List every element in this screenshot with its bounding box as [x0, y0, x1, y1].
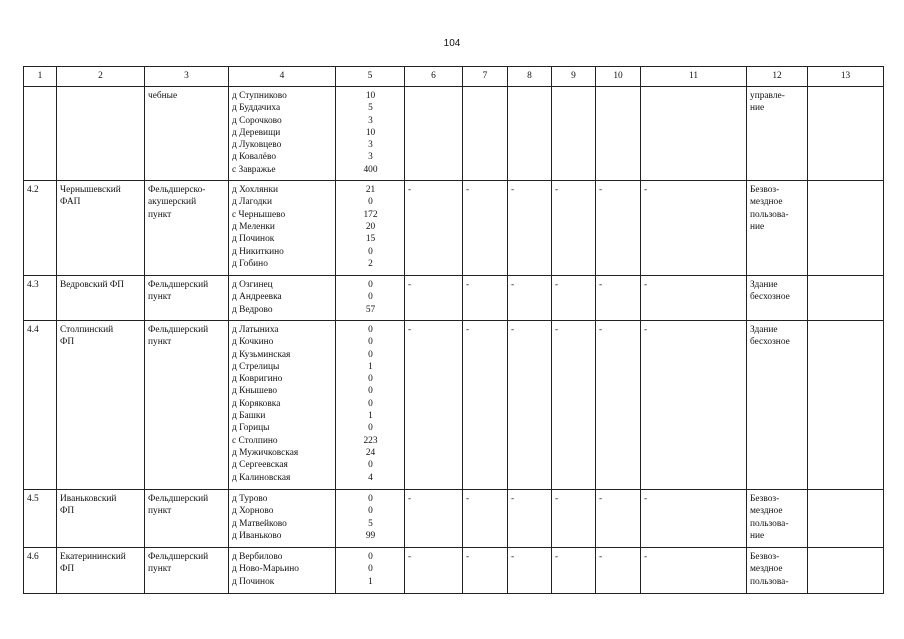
property-status-line: мездное — [750, 564, 783, 575]
col-9-cell: - — [552, 276, 596, 321]
facility-type-line: пункт — [148, 209, 172, 220]
column-header: 3 — [145, 67, 229, 87]
village-list-line: д Башки — [232, 411, 266, 422]
property-status — [747, 547, 808, 593]
property-status-line: Безвоз- — [750, 551, 780, 562]
table-body — [24, 87, 884, 594]
facility-type-line: чебные — [148, 91, 178, 101]
row-number: 4.6 — [24, 547, 57, 593]
village-list-line: д Сергеевская — [232, 460, 288, 471]
population-list-line: 0 — [368, 374, 373, 385]
population-list-line: 21 — [365, 185, 376, 196]
facility-name-line: Екатерининский — [60, 551, 126, 562]
column-header: 4 — [229, 67, 336, 87]
facility-type-line: пункт — [148, 292, 172, 303]
col-8-cell: - — [508, 181, 552, 276]
population-list-line: 0 — [368, 506, 373, 517]
col-6-cell: - — [405, 320, 463, 489]
col-8-cell — [508, 87, 552, 181]
village-list-line: д Хохлянки — [232, 185, 279, 196]
village-list — [229, 276, 336, 321]
village-list-line: с Завражье — [232, 164, 276, 175]
population-list-line: 24 — [365, 447, 376, 458]
village-list — [229, 547, 336, 593]
village-list-line: д Ковалёво — [232, 152, 277, 163]
population-list-line: 0 — [368, 324, 373, 335]
village-list-line: д Луковцево — [232, 140, 282, 151]
row-number: 4.5 — [24, 489, 57, 547]
village-list-line: д Лагодки — [232, 197, 273, 208]
col-9-cell: - — [552, 181, 596, 276]
village-list-line: с Столпино — [232, 435, 278, 446]
column-header: 2 — [57, 67, 145, 87]
population-list-line: 3 — [368, 115, 373, 126]
col-10-cell: - — [596, 547, 641, 593]
facility-name — [57, 181, 145, 276]
population-list-line: 172 — [363, 209, 378, 220]
page-number: 104 — [443, 38, 461, 49]
facility-name — [57, 547, 145, 593]
facility-type-line: Фельдшерский — [148, 493, 209, 504]
property-status — [747, 320, 808, 489]
facility-type — [145, 87, 229, 181]
facility-type-line: акушерский — [148, 197, 197, 208]
facility-name-line: Иваньковский — [60, 493, 117, 504]
village-list-line: д Горицы — [232, 423, 270, 434]
table-row — [24, 276, 884, 321]
table-row — [24, 320, 884, 489]
village-list-line: д Коряковка — [232, 398, 281, 409]
village-list-line: д Андреевка — [232, 292, 282, 303]
table-row — [24, 87, 884, 181]
facility-type — [145, 489, 229, 547]
population-list-line: 0 — [368, 197, 373, 208]
column-header: 6 — [405, 67, 463, 87]
village-list-line: д Мужичковская — [232, 447, 299, 458]
population-list — [336, 320, 405, 489]
village-list-line: д Меленки — [232, 221, 275, 232]
population-list — [336, 87, 405, 181]
property-status — [747, 181, 808, 276]
property-status-line: Здание — [750, 324, 778, 335]
row-number — [24, 87, 57, 181]
population-list-line: 3 — [368, 140, 373, 151]
col-6-cell — [405, 87, 463, 181]
population-list — [336, 547, 405, 593]
col-10-cell: - — [596, 181, 641, 276]
property-status-line: бесхозное — [750, 337, 790, 348]
col-10-cell — [596, 87, 641, 181]
village-list — [229, 181, 336, 276]
village-list-line: д Кочкино — [232, 337, 274, 348]
column-header: 8 — [508, 67, 552, 87]
population-list-line: 0 — [368, 386, 373, 397]
column-header: 13 — [808, 67, 884, 87]
col-7-cell: - — [463, 276, 508, 321]
col-9-cell — [552, 87, 596, 181]
table-row — [24, 181, 884, 276]
column-header: 1 — [24, 67, 57, 87]
population-list-line: 20 — [365, 221, 376, 232]
property-status-line: ние — [750, 530, 765, 541]
village-list-line: д Деревищи — [232, 127, 281, 138]
property-status — [747, 276, 808, 321]
col-7-cell: - — [463, 489, 508, 547]
population-list-line: 3 — [368, 152, 373, 163]
village-list-line: д Озгинец — [232, 280, 273, 291]
col-13-cell — [808, 489, 884, 547]
col-8-cell: - — [508, 489, 552, 547]
col-6-cell: - — [405, 547, 463, 593]
col-10-cell: - — [596, 489, 641, 547]
population-list-line: 0 — [368, 564, 373, 575]
table-row — [24, 547, 884, 593]
village-list-line: д Никиткино — [232, 246, 284, 257]
col-13-cell — [808, 276, 884, 321]
population-list-line: 5 — [368, 103, 373, 114]
population-list-line: 1 — [368, 411, 373, 422]
col-13-cell — [808, 87, 884, 181]
property-status-line: управле- — [750, 91, 785, 101]
village-list — [229, 320, 336, 489]
column-header: 5 — [336, 67, 405, 87]
village-list-line: д Починок — [232, 576, 275, 587]
column-header: 11 — [641, 67, 747, 87]
facility-name — [57, 87, 145, 181]
col-13-cell — [808, 320, 884, 489]
village-list-line: д Турово — [232, 493, 268, 504]
facility-type-line: Фельдшерско- — [148, 185, 206, 196]
facilities-table — [23, 66, 884, 594]
village-list-line: д Ведрово — [232, 304, 273, 315]
population-list-line: 0 — [368, 337, 373, 348]
property-status — [747, 489, 808, 547]
property-status-line: пользова- — [750, 518, 789, 529]
facility-type-line: пункт — [148, 337, 172, 348]
property-status-line: мездное — [750, 197, 783, 208]
facility-type-line: пункт — [148, 506, 172, 517]
facility-name-line: ФП — [60, 337, 75, 348]
column-header: 9 — [552, 67, 596, 87]
population-list-line: 57 — [365, 304, 376, 315]
population-list-line: 0 — [368, 493, 373, 504]
property-status-line: Безвоз- — [750, 185, 780, 196]
population-list-line: 0 — [368, 280, 373, 291]
row-number: 4.3 — [24, 276, 57, 321]
population-list-line: 10 — [365, 127, 376, 138]
col-6-cell: - — [405, 181, 463, 276]
property-status-line: бесхозное — [750, 292, 790, 303]
population-list-line: 15 — [365, 234, 376, 245]
population-list — [336, 489, 405, 547]
population-list-line: 0 — [368, 423, 373, 434]
facility-type-line: пункт — [148, 564, 172, 575]
facility-name-line: ФП — [60, 564, 75, 575]
population-list-line: 1 — [368, 361, 373, 372]
column-header: 7 — [463, 67, 508, 87]
col-13-cell — [808, 181, 884, 276]
col-7-cell: - — [463, 547, 508, 593]
col-11-cell — [641, 87, 747, 181]
facility-type — [145, 547, 229, 593]
village-list-line: д Гобино — [232, 258, 268, 269]
population-list — [336, 276, 405, 321]
village-list-line: д Хорново — [232, 506, 274, 517]
facility-name-line: Столпинский — [60, 324, 114, 335]
population-list-line: 0 — [368, 398, 373, 409]
population-list-line: 1 — [368, 576, 373, 587]
population-list-line: 0 — [368, 246, 373, 257]
facility-type-line: Фельдшерский — [148, 280, 209, 291]
village-list-line: д Ступниково — [232, 91, 287, 101]
col-8-cell: - — [508, 276, 552, 321]
population-list-line: 223 — [363, 435, 378, 446]
col-6-cell: - — [405, 489, 463, 547]
population-list-line: 0 — [368, 460, 373, 471]
facility-name-line: Чернышевский — [60, 185, 121, 196]
population-list-line: 0 — [368, 551, 373, 562]
table-row — [24, 489, 884, 547]
village-list-line: с Чернышево — [232, 209, 286, 220]
facility-type — [145, 181, 229, 276]
village-list-line: д Латыниха — [232, 324, 279, 335]
village-list-line: д Ковригино — [232, 374, 283, 385]
facility-type — [145, 320, 229, 489]
village-list — [229, 87, 336, 181]
population-list-line: 99 — [365, 530, 376, 541]
population-list-line: 400 — [363, 164, 378, 175]
population-list-line: 10 — [365, 91, 376, 101]
col-11-cell: - — [641, 276, 747, 321]
column-header: 10 — [596, 67, 641, 87]
column-header: 12 — [747, 67, 808, 87]
facility-type-line: Фельдшерский — [148, 551, 209, 562]
village-list-line: д Ново-Марьино — [232, 564, 299, 575]
property-status-line: ние — [750, 221, 765, 232]
property-status-line: мездное — [750, 506, 783, 517]
facility-name — [57, 320, 145, 489]
col-7-cell: - — [463, 181, 508, 276]
col-10-cell: - — [596, 276, 641, 321]
col-6-cell: - — [405, 276, 463, 321]
population-list-line: 0 — [368, 349, 373, 360]
col-9-cell: - — [552, 489, 596, 547]
population-list-line: 5 — [368, 518, 373, 529]
col-9-cell: - — [552, 320, 596, 489]
village-list-line: д Починок — [232, 234, 275, 245]
village-list-line: д Иваньково — [232, 530, 282, 541]
facility-type — [145, 276, 229, 321]
property-status-line: ние — [750, 103, 765, 114]
village-list-line: д Кнышево — [232, 386, 278, 397]
population-list-line: 2 — [368, 258, 373, 269]
row-number: 4.2 — [24, 181, 57, 276]
facility-name — [57, 276, 145, 321]
row-number: 4.4 — [24, 320, 57, 489]
village-list-line: д Буддачиха — [232, 103, 281, 114]
village-list-line: д Стрелицы — [232, 361, 280, 372]
facility-name-line: ФАП — [60, 197, 81, 208]
facility-name-line: ФП — [60, 506, 75, 517]
col-7-cell — [463, 87, 508, 181]
property-status-line: Безвоз- — [750, 493, 780, 504]
village-list-line: д Сорочково — [232, 115, 282, 126]
column-number-row — [24, 67, 884, 87]
col-11-cell: - — [641, 489, 747, 547]
col-8-cell: - — [508, 320, 552, 489]
facility-name — [57, 489, 145, 547]
property-status-line: пользова- — [750, 576, 789, 587]
col-11-cell: - — [641, 320, 747, 489]
population-list — [336, 181, 405, 276]
property-status-line: пользова- — [750, 209, 789, 220]
village-list-line: д Вербилово — [232, 551, 283, 562]
property-status-line: Здание — [750, 280, 778, 291]
col-7-cell: - — [463, 320, 508, 489]
population-list-line: 4 — [368, 472, 373, 483]
col-8-cell: - — [508, 547, 552, 593]
col-11-cell: - — [641, 181, 747, 276]
col-10-cell: - — [596, 320, 641, 489]
facility-name-line: Ведровский ФП — [60, 280, 125, 291]
col-13-cell — [808, 547, 884, 593]
col-11-cell: - — [641, 547, 747, 593]
facility-type-line: Фельдшерский — [148, 324, 209, 335]
property-status — [747, 87, 808, 181]
col-9-cell: - — [552, 547, 596, 593]
population-list-line: 0 — [368, 292, 373, 303]
village-list-line: д Калиновская — [232, 472, 291, 483]
village-list — [229, 489, 336, 547]
village-list-line: д Кузьминская — [232, 349, 291, 360]
village-list-line: д Матвейково — [232, 518, 287, 529]
